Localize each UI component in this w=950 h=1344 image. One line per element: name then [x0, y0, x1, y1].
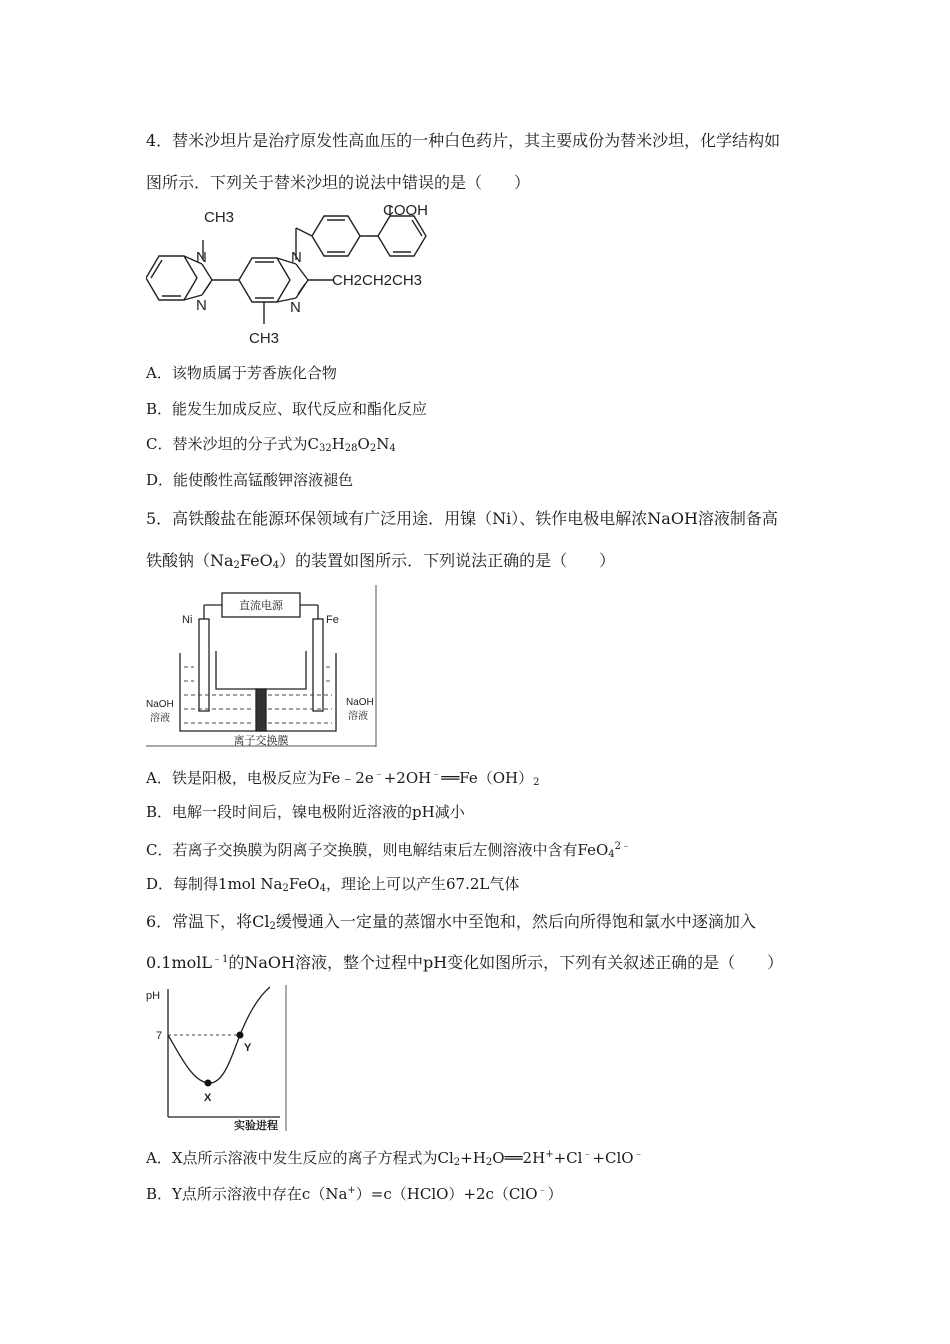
q5-option-a: A．铁是阳极，电极反应为$Fe﹣2e^﹣+2OH^﹣══Fe(OH)_2$ — [146, 769, 540, 788]
q6-option-b: B．Y点所示溶液中存在c（Na+）=c（HClO）+2c（ClO﹣） — [146, 1185, 563, 1203]
n-label-right-top: N — [291, 249, 302, 266]
q5-option-c: C．若离子交换膜为阴离子交换膜，则电解结束后左侧溶液中含有FeO$_4^{2﹣}$ — [146, 841, 631, 860]
membrane-label: 离子交换膜 — [233, 735, 289, 747]
q5-stem-line2: 铁酸钠$(Na_2FeO_4)$的装置如图所示．下列说法正确的是（ ） — [146, 551, 616, 571]
ph-axis-label: pH — [146, 990, 161, 1002]
q4-stem-line2: 图所示．下列关于替米沙坦的说法中错误的是（ ） — [146, 173, 531, 192]
solution-right-label: 溶液 — [348, 711, 368, 722]
ch3-bottom-label: CH3 — [249, 330, 280, 347]
point-x-marker — [205, 1080, 212, 1087]
n-label-right-bottom: N — [290, 299, 301, 316]
point-y-label: Y — [244, 1042, 252, 1054]
q4-option-c: C．替米沙坦的分子式为$C_{32}H_{28}O_2N_4$ — [146, 435, 396, 454]
propyl-label: CH2CH2CH3 — [332, 272, 423, 289]
q4-option-a: A．该物质属于芳香族化合物 — [146, 364, 337, 382]
electrolysis-apparatus-figure — [146, 585, 378, 748]
q4-stem-line1: 4．替米沙坦片是治疗原发性高血压的一种白色药片，其主要成份为替米沙坦，化学结构如 — [146, 131, 781, 150]
q5-option-b: B．电解一段时间后，镍电极附近溶液的pH减小 — [146, 803, 465, 821]
q4-option-b: B．能发生加成反应、取代反应和酯化反应 — [146, 400, 428, 418]
power-source-label: 直流电源 — [239, 600, 283, 612]
n-label-left-top: N — [196, 249, 207, 266]
point-x-label: X — [204, 1092, 212, 1104]
cooh-label: COOH — [383, 202, 428, 219]
ch3-top-label: CH3 — [204, 209, 235, 226]
q6-stem-line1: 6．常温下，将$Cl_2$缓慢通入一定量的蒸馏水中至饱和，然后向所得饱和氯水中逐滴加入 — [146, 912, 756, 932]
q4-option-d: D．能使酸性高锰酸钾溶液褪色 — [146, 471, 354, 489]
q5-option-d: D．每制得1mol $Na_2FeO_4$，理论上可以产生67.2L气体 — [146, 875, 520, 894]
q6-stem-line2: 0.1molL$^{﹣1}$的NaOH溶液，整个过程中pH变化如图所示，下列有关叙述正确的是（ ） — [146, 953, 784, 972]
point-y-marker — [237, 1032, 244, 1039]
x-axis-label: 实验进程 — [234, 1120, 278, 1132]
solution-left-label: 溶液 — [150, 713, 170, 724]
q5-stem-line1: 5．高铁酸盐在能源环保领域有广泛用途．用镍（Ni）、铁作电极电解浓NaOH溶液制备高 — [146, 509, 778, 528]
telmisartan-structure-figure — [146, 198, 436, 350]
ni-electrode-label: Ni — [182, 614, 193, 626]
ph-curve-figure — [146, 985, 288, 1132]
naoh-right-label: NaOH — [346, 697, 374, 708]
q6-option-a: A．X点所示溶液中发生反应的离子方程式为$Cl_2+H_2O══2H^++Cl^﹣+ClO^﹣$ — [146, 1149, 644, 1168]
naoh-left-label: NaOH — [146, 699, 174, 710]
fe-electrode-label: Fe — [326, 614, 339, 626]
ph-tick-7: 7 — [156, 1030, 163, 1042]
n-label-left-bottom: N — [196, 297, 207, 314]
